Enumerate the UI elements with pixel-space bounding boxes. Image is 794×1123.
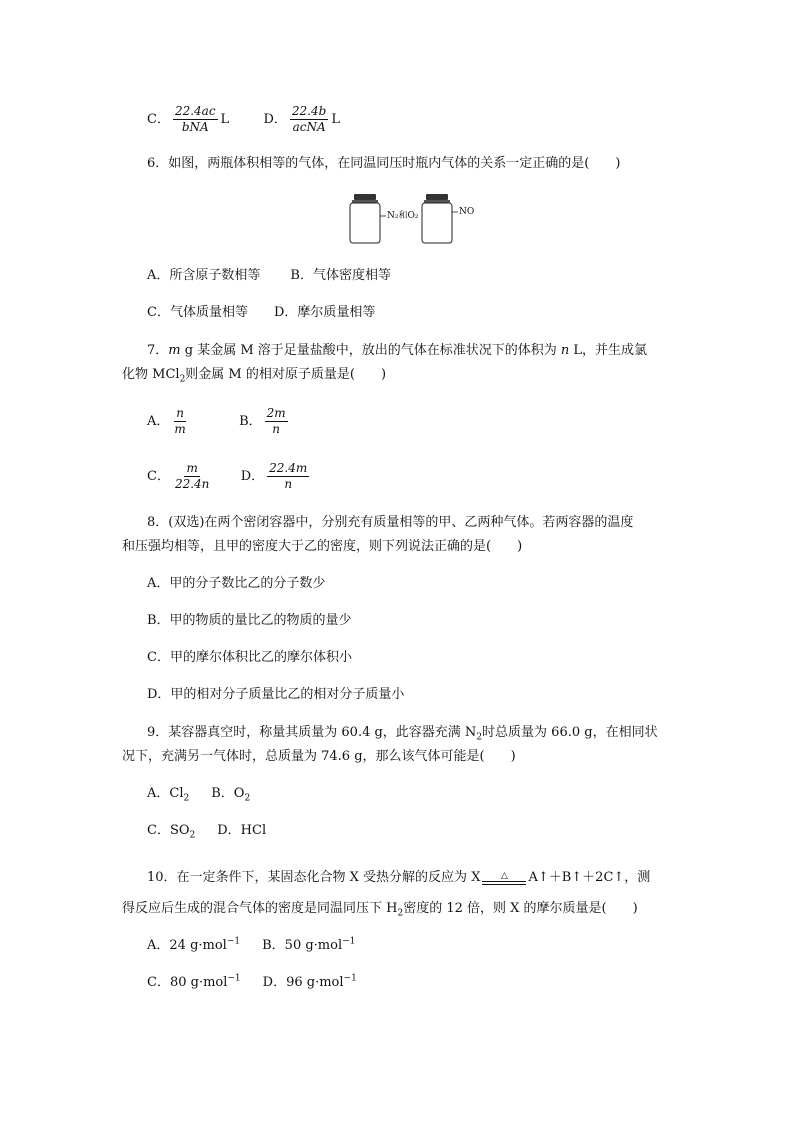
- bottle2-cap: [426, 194, 448, 200]
- q6-options-ab: [147, 266, 391, 286]
- q9-stem-line1: 9．某容器真空时，称量其质量为 60.4 g，此容器充满 $N_2$时总质量为 66.0 g，在相同状: [147, 725, 658, 743]
- q5-d-unit: L: [331, 112, 340, 127]
- q8-stem-line1: 8．(双选)在两个密闭容器中，分别充有质量相等的甲、乙两种气体。若两容器的温度: [147, 515, 634, 530]
- q6-option-b: B．气体密度相等: [290, 268, 391, 283]
- q8-option-c: C．甲的摩尔体积比乙的摩尔体积小: [147, 650, 352, 665]
- q7-options-ab: A． $\frac{n}{m}$ B． $\frac{2m}{n}$: [147, 406, 286, 436]
- bottle1-cap: [354, 194, 376, 200]
- q5-c-label: C．: [147, 112, 170, 127]
- q5-options-cd: [147, 104, 340, 135]
- q9-stem-line2: 况下，充满另一气体时，总质量为 74.6 g，那么该气体可能是( ): [122, 749, 516, 764]
- q6-options-cd: [147, 303, 375, 323]
- q6-figure: [346, 192, 486, 246]
- q9-options-cd: C．$SO_2$ D．HCl: [147, 823, 267, 841]
- q8-option-b: B．甲的物质的量比乙的物质的量少: [147, 613, 352, 628]
- q5-d-fraction: $\frac{22.4b}{\text{acNA}}$: [291, 104, 327, 134]
- q8-option-d: D．甲的相对分子质量比乙的相对分子质量小: [147, 687, 405, 702]
- q7-b-fraction: $\frac{2m}{n}$: [266, 406, 286, 436]
- q8-option-a: A．甲的分子数比乙的分子数少: [147, 576, 326, 591]
- q6-stem: 6．如图，两瓶体积相等的气体，在同温同压时瓶内气体的关系一定正确的是( ): [147, 156, 621, 171]
- heat-equals-sign: △: [482, 871, 526, 885]
- bottle2-label: NO: [459, 207, 475, 217]
- q7-a-fraction: $\frac{n}{m}$: [174, 406, 186, 436]
- q10-stem-line2: 得反应后生成的混合气体的密度是同温同压下 $H_2$密度的 12 倍，则 X 的摩尔质量是( ): [122, 901, 638, 919]
- q5-c-unit: L: [220, 112, 230, 127]
- q5-c-fraction: $\frac{22.4ac}{\text{bNA}}$: [174, 104, 216, 134]
- q9-options-ab: A．$Cl_2$ B．$O_2$: [147, 786, 251, 804]
- bottle1-label: N₂和O₂: [387, 211, 419, 221]
- q10-options-cd: C．80 g·mol$^{-1}$ D．96 g·mol$^{-1}$: [147, 973, 357, 990]
- q8-stem-line2: 和压强均相等，且甲的密度大于乙的密度，则下列说法正确的是( ): [122, 539, 523, 554]
- q5-d-label: D．: [263, 112, 287, 127]
- q7-d-fraction: $\frac{22.4m}{n}$: [269, 461, 308, 491]
- bottle2-body: [422, 203, 452, 243]
- q7-options-cd: C． $\frac{m}{22.4n}$ D． $\frac{22.4m}{n}$: [147, 461, 308, 491]
- q10-stem-line1: 10．在一定条件下，某固态化合物 X 受热分解的反应为 X △ A↑＋B↑＋2C↑，测: [147, 870, 651, 885]
- bottle1-body: [350, 203, 380, 243]
- q10-options-ab: A．24 g·mol$^{-1}$ B．50 g·mol$^{-1}$: [147, 936, 356, 953]
- q6-option-a: A．所含原子数相等: [147, 268, 261, 283]
- q7-stem-line2: 化物 MCl$_2$则金属 M 的相对原子质量是( ): [122, 367, 387, 385]
- q6-option-c: C．气体质量相等: [147, 305, 248, 320]
- q7-stem-line1: 7．m g 某金属 M 溶于足量盐酸中，放出的气体在标准状况下的体积为 n L，并生成氯: [147, 343, 648, 358]
- q6-option-d: D．摩尔质量相等: [273, 305, 376, 320]
- q7-c-fraction: $\frac{m}{22.4n}$: [174, 461, 210, 491]
